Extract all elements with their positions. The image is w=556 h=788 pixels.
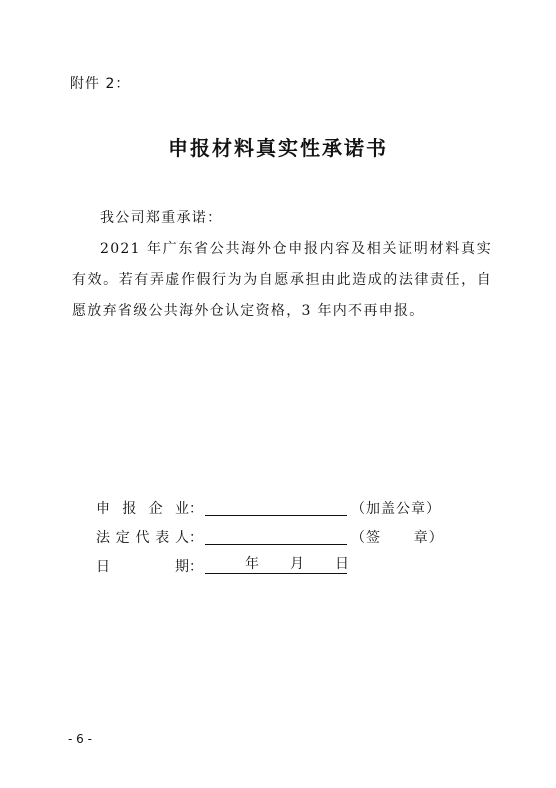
date-label: 日 期： [96,559,203,575]
enterprise-signature-row [96,494,441,518]
day-label: 日 [335,556,349,572]
year-label: 年 [245,556,259,572]
legal-rep-signature-row [96,523,444,547]
date-row [96,552,351,576]
date-blank-line[interactable] [205,555,347,574]
legal-rep-sign-note: （签 章） [351,530,444,546]
enterprise-label: 申 报 企 业： [96,501,203,517]
enterprise-seal-note: （加盖公章） [351,501,441,517]
commitment-statement: 2021 年广东省公共海外仓申报内容及相关证明材料真实有效。若有弄虚作假行为为自愿承担由此造成的法律责任，自愿放弃省级公共海外仓认定资格，3 年内不再申报。 [72,241,492,319]
attachment-label: 附件 2： [70,76,131,92]
legal-rep-label: 法 定 代 表 人： [96,530,203,546]
commitment-intro: 我公司郑重承诺： [100,210,223,226]
legal-rep-blank-line[interactable] [205,526,347,545]
document-title: 申报材料真实性承诺书 [168,136,388,160]
commitment-body [72,203,492,327]
page-number: - 6 - [68,732,92,746]
enterprise-blank-line[interactable] [205,497,347,516]
month-label: 月 [290,556,304,572]
